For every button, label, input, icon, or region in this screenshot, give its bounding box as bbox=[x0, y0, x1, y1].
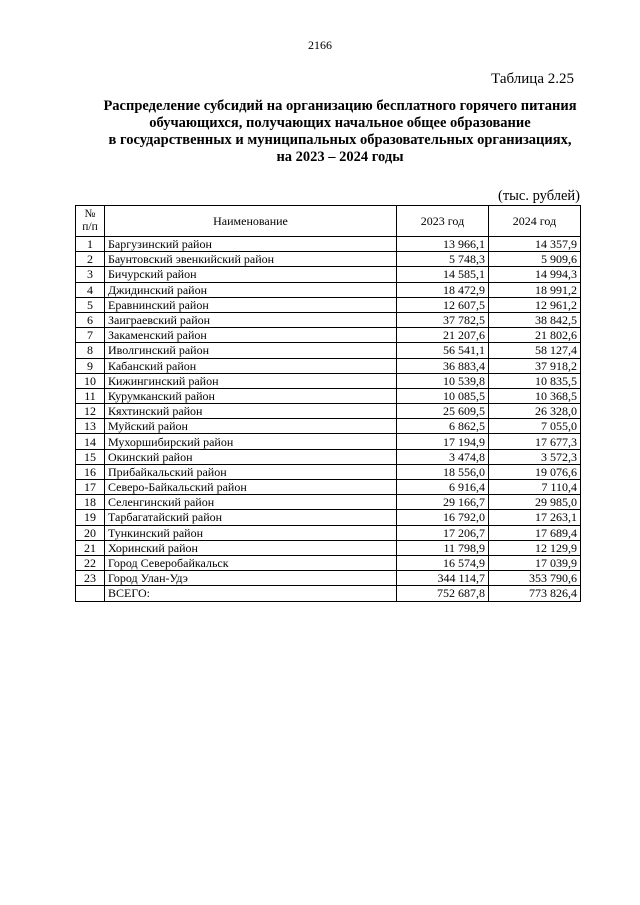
row-name: Город Улан-Удэ bbox=[105, 571, 397, 586]
header-name: Наименование bbox=[105, 206, 397, 237]
row-name: Тарбагатайский район bbox=[105, 510, 397, 525]
row-name: Мухоршибирский район bbox=[105, 434, 397, 449]
row-name: Селенгинский район bbox=[105, 495, 397, 510]
row-value-2024: 37 918,2 bbox=[489, 358, 581, 373]
row-number: 1 bbox=[76, 237, 105, 252]
table-row bbox=[76, 449, 581, 464]
row-value-2023: 344 114,7 bbox=[397, 571, 489, 586]
table-row bbox=[76, 328, 581, 343]
header-year-2024: 2024 год bbox=[489, 206, 581, 237]
row-value-2024: 17 689,4 bbox=[489, 525, 581, 540]
row-value-2023: 37 782,5 bbox=[397, 312, 489, 327]
table-row bbox=[76, 525, 581, 540]
header-number bbox=[76, 206, 105, 237]
total-2023: 752 687,8 bbox=[397, 586, 489, 601]
row-number: 3 bbox=[76, 267, 105, 282]
row-name: Кяхтинский район bbox=[105, 404, 397, 419]
row-number: 6 bbox=[76, 312, 105, 327]
table-row bbox=[76, 419, 581, 434]
table-row bbox=[76, 373, 581, 388]
row-value-2023: 14 585,1 bbox=[397, 267, 489, 282]
row-number: 22 bbox=[76, 555, 105, 570]
row-number: 18 bbox=[76, 495, 105, 510]
row-value-2023: 25 609,5 bbox=[397, 404, 489, 419]
row-name: Курумканский район bbox=[105, 388, 397, 403]
table-label: Таблица 2.25 bbox=[491, 71, 574, 87]
row-value-2024: 17 263,1 bbox=[489, 510, 581, 525]
row-value-2023: 6 916,4 bbox=[397, 480, 489, 495]
row-name: Бичурский район bbox=[105, 267, 397, 282]
table-row bbox=[76, 434, 581, 449]
subsidy-table bbox=[75, 205, 581, 602]
total-2024: 773 826,4 bbox=[489, 586, 581, 601]
row-value-2023: 16 574,9 bbox=[397, 555, 489, 570]
row-value-2024: 17 039,9 bbox=[489, 555, 581, 570]
row-value-2023: 21 207,6 bbox=[397, 328, 489, 343]
row-name: Северо-Байкальский район bbox=[105, 480, 397, 495]
row-number: 4 bbox=[76, 282, 105, 297]
units-label: (тыс. рублей) bbox=[498, 188, 580, 204]
row-number: 9 bbox=[76, 358, 105, 373]
table-row bbox=[76, 343, 581, 358]
row-name: Джидинский район bbox=[105, 282, 397, 297]
row-value-2023: 6 862,5 bbox=[397, 419, 489, 434]
row-value-2024: 3 572,3 bbox=[489, 449, 581, 464]
row-value-2024: 5 909,6 bbox=[489, 252, 581, 267]
row-name: Город Северобайкальск bbox=[105, 555, 397, 570]
row-number: 5 bbox=[76, 297, 105, 312]
row-number: 17 bbox=[76, 480, 105, 495]
row-number: 13 bbox=[76, 419, 105, 434]
table-row bbox=[76, 312, 581, 327]
row-number: 21 bbox=[76, 540, 105, 555]
table-row bbox=[76, 495, 581, 510]
row-name: Хоринский район bbox=[105, 540, 397, 555]
row-value-2024: 26 328,0 bbox=[489, 404, 581, 419]
table-row bbox=[76, 252, 581, 267]
table-row bbox=[76, 510, 581, 525]
table-row bbox=[76, 237, 581, 252]
row-name: Муйский район bbox=[105, 419, 397, 434]
row-number: 2 bbox=[76, 252, 105, 267]
row-value-2023: 13 966,1 bbox=[397, 237, 489, 252]
row-value-2023: 10 539,8 bbox=[397, 373, 489, 388]
row-name: Прибайкальский район bbox=[105, 464, 397, 479]
table-row bbox=[76, 388, 581, 403]
row-number: 7 bbox=[76, 328, 105, 343]
row-value-2023: 5 748,3 bbox=[397, 252, 489, 267]
table-row bbox=[76, 282, 581, 297]
row-name: Кабанский район bbox=[105, 358, 397, 373]
table-row bbox=[76, 555, 581, 570]
row-number: 8 bbox=[76, 343, 105, 358]
row-value-2024: 29 985,0 bbox=[489, 495, 581, 510]
title-line: Распределение субсидий на организацию бесплатного горячего питания bbox=[103, 98, 577, 114]
row-value-2024: 14 357,9 bbox=[489, 237, 581, 252]
row-number: 15 bbox=[76, 449, 105, 464]
row-value-2024: 10 368,5 bbox=[489, 388, 581, 403]
table-header-row bbox=[76, 206, 581, 237]
row-value-2023: 16 792,0 bbox=[397, 510, 489, 525]
row-name: Кижингинский район bbox=[105, 373, 397, 388]
row-name: Закаменский район bbox=[105, 328, 397, 343]
row-name: Заиграевский район bbox=[105, 312, 397, 327]
row-value-2024: 38 842,5 bbox=[489, 312, 581, 327]
row-name: Иволгинский район bbox=[105, 343, 397, 358]
row-value-2024: 21 802,6 bbox=[489, 328, 581, 343]
table-row bbox=[76, 464, 581, 479]
row-value-2023: 29 166,7 bbox=[397, 495, 489, 510]
total-number bbox=[76, 586, 105, 601]
row-value-2023: 17 206,7 bbox=[397, 525, 489, 540]
row-number: 19 bbox=[76, 510, 105, 525]
title-line: на 2023 – 2024 годы bbox=[276, 149, 404, 165]
row-name: Окинский район bbox=[105, 449, 397, 464]
header-number-abbr: п/п bbox=[82, 221, 98, 233]
row-value-2023: 17 194,9 bbox=[397, 434, 489, 449]
header-number-symbol: № bbox=[84, 208, 96, 220]
table-row bbox=[76, 540, 581, 555]
total-label: ВСЕГО: bbox=[105, 586, 397, 601]
row-value-2024: 7 110,4 bbox=[489, 480, 581, 495]
row-number: 12 bbox=[76, 404, 105, 419]
header-year-2023: 2023 год bbox=[397, 206, 489, 237]
table-row bbox=[76, 571, 581, 586]
row-number: 11 bbox=[76, 388, 105, 403]
row-number: 10 bbox=[76, 373, 105, 388]
row-value-2023: 36 883,4 bbox=[397, 358, 489, 373]
row-value-2024: 58 127,4 bbox=[489, 343, 581, 358]
page-number: 2166 bbox=[308, 38, 332, 52]
row-value-2024: 17 677,3 bbox=[489, 434, 581, 449]
title-line: обучающихся, получающих начальное общее образование bbox=[149, 115, 531, 131]
row-value-2024: 7 055,0 bbox=[489, 419, 581, 434]
row-value-2024: 10 835,5 bbox=[489, 373, 581, 388]
row-value-2024: 12 961,2 bbox=[489, 297, 581, 312]
row-value-2023: 3 474,8 bbox=[397, 449, 489, 464]
row-name: Еравнинский район bbox=[105, 297, 397, 312]
row-number: 16 bbox=[76, 464, 105, 479]
row-value-2024: 18 991,2 bbox=[489, 282, 581, 297]
total-row bbox=[76, 586, 581, 601]
row-name: Баргузинский район bbox=[105, 237, 397, 252]
table-row bbox=[76, 404, 581, 419]
row-value-2024: 14 994,3 bbox=[489, 267, 581, 282]
row-value-2023: 56 541,1 bbox=[397, 343, 489, 358]
row-value-2023: 18 556,0 bbox=[397, 464, 489, 479]
row-name: Баунтовский эвенкийский район bbox=[105, 252, 397, 267]
row-number: 14 bbox=[76, 434, 105, 449]
row-value-2023: 11 798,9 bbox=[397, 540, 489, 555]
table-row bbox=[76, 358, 581, 373]
table-row bbox=[76, 480, 581, 495]
row-value-2024: 12 129,9 bbox=[489, 540, 581, 555]
row-value-2023: 12 607,5 bbox=[397, 297, 489, 312]
row-value-2024: 353 790,6 bbox=[489, 571, 581, 586]
row-name: Тункинский район bbox=[105, 525, 397, 540]
table-row bbox=[76, 267, 581, 282]
table-row bbox=[76, 297, 581, 312]
row-number: 23 bbox=[76, 571, 105, 586]
document-title bbox=[90, 98, 590, 166]
row-value-2023: 18 472,9 bbox=[397, 282, 489, 297]
row-value-2023: 10 085,5 bbox=[397, 388, 489, 403]
title-line: в государственных и муниципальных образовательных организациях, bbox=[108, 132, 572, 148]
row-number: 20 bbox=[76, 525, 105, 540]
row-value-2024: 19 076,6 bbox=[489, 464, 581, 479]
